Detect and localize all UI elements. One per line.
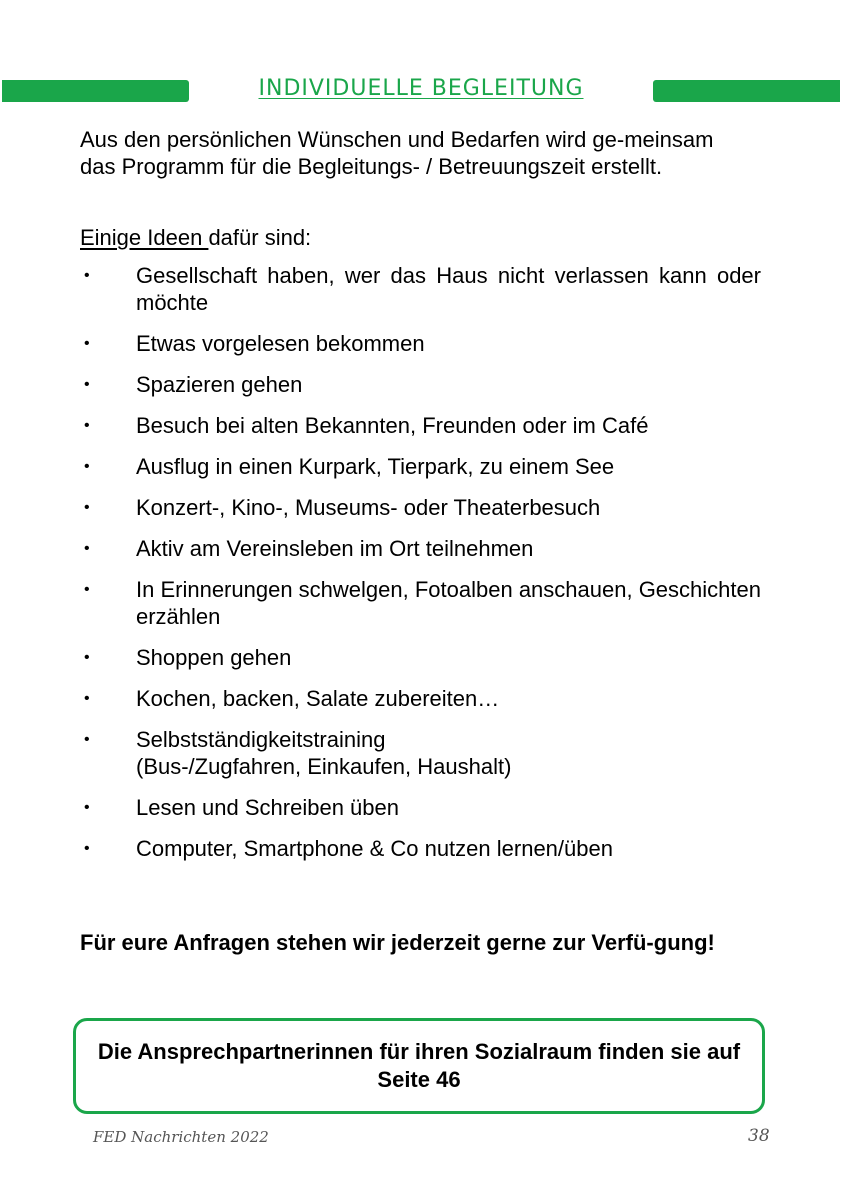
list-item-text: Spazieren gehen xyxy=(136,372,303,397)
bullet-icon: • xyxy=(84,649,90,666)
closing-statement xyxy=(80,929,768,957)
bullet-icon: • xyxy=(84,499,90,516)
list-item-text: Shoppen gehen xyxy=(136,645,292,670)
list-item-text: Lesen und Schreiben üben xyxy=(136,795,399,820)
list-item xyxy=(80,412,761,439)
list-item xyxy=(80,576,761,630)
intro-paragraph xyxy=(80,126,740,180)
list-item xyxy=(80,644,761,671)
header-bar-right xyxy=(653,80,840,102)
ideas-lead-rest: dafür sind: xyxy=(208,225,312,250)
contact-info-text: Die Ansprechpartnerinnen für ihren Sozialraum finden sie auf Seite 46 xyxy=(97,1039,741,1092)
header-bar-left xyxy=(2,80,189,102)
list-item-text: Kochen, backen, Salate zubereiten… xyxy=(136,686,500,711)
bullet-icon: • xyxy=(84,417,90,434)
list-item-text: Ausflug in einen Kurpark, Tierpark, zu einem See xyxy=(136,454,615,479)
list-item xyxy=(80,494,761,521)
intro-text: Aus den persönlichen Wünschen und Bedarfen wird ge-meinsam das Programm für die Begleitungs- / Betreuungszeit erstellt. xyxy=(80,127,714,179)
bullet-icon: • xyxy=(84,335,90,352)
bullet-icon: • xyxy=(84,376,90,393)
list-item-text: Etwas vorgelesen bekommen xyxy=(136,331,425,356)
ideas-lead xyxy=(80,224,311,251)
list-item xyxy=(80,835,761,862)
list-item xyxy=(80,685,761,712)
bullet-icon: • xyxy=(84,540,90,557)
list-item-text: Aktiv am Vereinsleben im Ort teilnehmen xyxy=(136,536,534,561)
footer-page-number: 38 xyxy=(748,1126,770,1146)
bullet-icon: • xyxy=(84,581,90,598)
list-item-text: Gesellschaft haben, wer das Haus nicht verlassen kann oder möchte xyxy=(136,263,761,315)
footer-publication: FED Nachrichten 2022 xyxy=(93,1128,269,1146)
bullet-icon: • xyxy=(84,731,90,748)
list-item-text: Besuch bei alten Bekannten, Freunden oder im Café xyxy=(136,413,649,438)
list-item xyxy=(80,535,761,562)
bullet-icon: • xyxy=(84,799,90,816)
bullet-icon: • xyxy=(84,458,90,475)
list-item xyxy=(80,726,761,780)
bullet-icon: • xyxy=(84,690,90,707)
bullet-icon: • xyxy=(84,840,90,857)
list-item-text: Selbstständigkeitstraining xyxy=(136,727,386,752)
list-item-subtext: (Bus-/Zugfahren, Einkaufen, Haushalt) xyxy=(136,754,512,779)
list-item xyxy=(80,330,761,357)
section-heading: INDIVIDUELLE BEGLEITUNG xyxy=(258,76,584,101)
contact-info-box xyxy=(73,1018,765,1114)
list-item-text: Konzert-, Kino-, Museums- oder Theaterbesuch xyxy=(136,495,601,520)
list-item xyxy=(80,794,761,821)
closing-text: Für eure Anfragen stehen wir jederzeit gerne zur Verfü-gung! xyxy=(80,930,715,955)
list-item-text: Computer, Smartphone & Co nutzen lernen/üben xyxy=(136,836,613,861)
list-item xyxy=(80,371,761,398)
list-item xyxy=(80,262,761,316)
list-item-text: In Erinnerungen schwelgen, Fotoalben anschauen, Geschichten erzählen xyxy=(136,577,761,629)
bullet-icon: • xyxy=(84,267,90,284)
list-item xyxy=(80,453,761,480)
ideas-list xyxy=(80,262,761,876)
ideas-lead-underlined: Einige Ideen xyxy=(80,225,209,250)
